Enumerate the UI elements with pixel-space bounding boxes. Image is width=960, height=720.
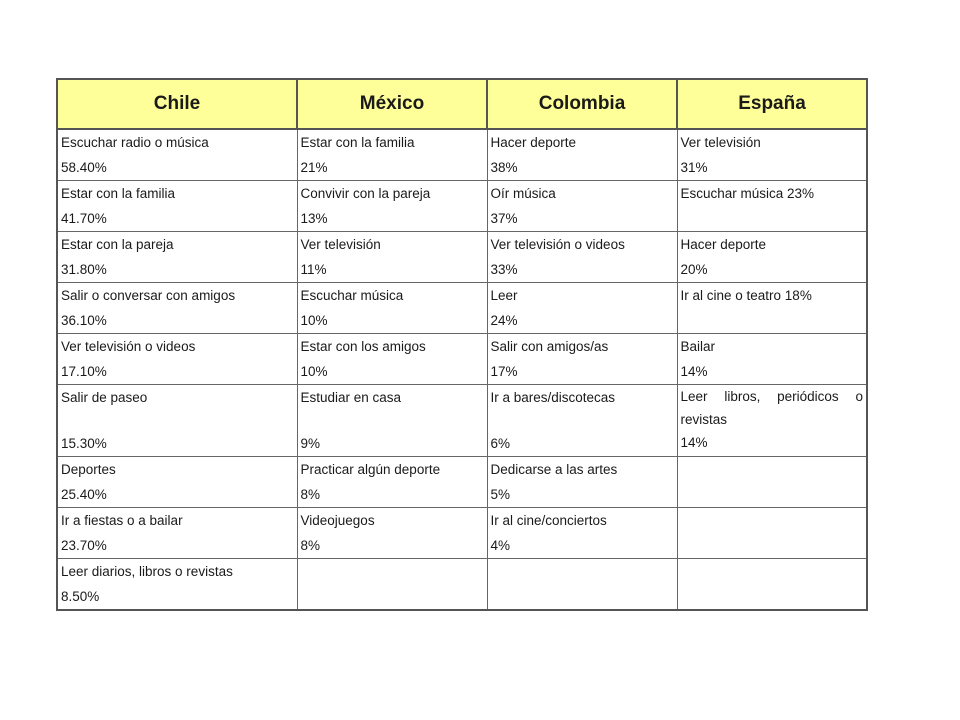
activity-text: Salir con amigos/as	[490, 339, 609, 354]
activity-text: Leer libros, periódicos o revistas	[680, 389, 863, 427]
percent-text: 5%	[490, 487, 511, 502]
leisure-activities-table-container	[56, 78, 866, 611]
percent-text: 24%	[490, 313, 518, 328]
cell-chile	[57, 508, 297, 559]
activity-text: Ir a bares/discotecas	[490, 390, 616, 405]
cell-chile	[57, 559, 297, 611]
activity-text: Ir al cine o teatro 18%	[680, 288, 812, 303]
activity-text: Estar con los amigos	[300, 339, 426, 354]
activity-text: Dedicarse a las artes	[490, 462, 618, 477]
percent-text: 20%	[680, 262, 708, 277]
percent-text: 11%	[300, 262, 327, 277]
percent-text: 31.80%	[61, 262, 107, 277]
percent-text: 8.50%	[61, 589, 100, 604]
table-row	[57, 283, 867, 334]
cell-espana	[677, 559, 867, 611]
cell-espana	[677, 232, 867, 283]
cell-espana	[677, 457, 867, 508]
cell-espana	[677, 334, 867, 385]
cell-chile	[57, 232, 297, 283]
percent-text: 13%	[300, 211, 328, 226]
percent-text: 25.40%	[61, 487, 107, 502]
activity-text: Ver televisión o videos	[490, 237, 625, 252]
cell-espana	[677, 508, 867, 559]
cell-chile	[57, 385, 297, 457]
activity-text: Estar con la familia	[300, 135, 415, 150]
cell-mexico	[297, 232, 487, 283]
cell-mexico	[297, 385, 487, 457]
activity-text: Leer	[490, 288, 518, 303]
percent-text: 21%	[300, 160, 328, 175]
table-row	[57, 129, 867, 181]
activity-text: Estar con la pareja	[61, 237, 174, 252]
cell-colombia	[487, 232, 677, 283]
activity-text: Estar con la familia	[61, 186, 176, 201]
activity-text: Oír música	[490, 186, 556, 201]
percent-text: 37%	[490, 211, 518, 226]
percent-text: 10%	[300, 364, 328, 379]
table-row	[57, 232, 867, 283]
cell-colombia	[487, 181, 677, 232]
table-row	[57, 508, 867, 559]
header-espana: España	[677, 79, 867, 129]
activity-text: Hacer deporte	[490, 135, 577, 150]
percent-text: 41.70%	[61, 211, 107, 226]
percent-text: 58.40%	[61, 160, 107, 175]
cell-mexico	[297, 181, 487, 232]
cell-spacer	[301, 410, 484, 431]
header-row	[57, 79, 867, 129]
cell-mexico	[297, 457, 487, 508]
cell-espana	[677, 283, 867, 334]
activity-text: Practicar algún deporte	[300, 462, 441, 477]
activity-text: Convivir con la pareja	[300, 186, 431, 201]
cell-colombia	[487, 559, 677, 611]
cell-chile	[57, 283, 297, 334]
header-colombia: Colombia	[487, 79, 677, 129]
percent-text: 33%	[490, 262, 518, 277]
activity-text: Ir a fiestas o a bailar	[61, 513, 183, 528]
activity-text: Escuchar música	[300, 288, 404, 303]
percent-text: 38%	[490, 160, 518, 175]
activity-text: Leer diarios, libros o revistas	[61, 564, 233, 579]
cell-colombia	[487, 334, 677, 385]
activity-text: Escuchar radio o música	[61, 135, 209, 150]
cell-colombia	[487, 457, 677, 508]
cell-colombia	[487, 508, 677, 559]
activity-text: Salir o conversar con amigos	[61, 288, 236, 303]
percent-text: 36.10%	[61, 313, 107, 328]
percent-text: 15.30%	[61, 436, 107, 451]
percent-text: 9%	[300, 436, 321, 451]
cell-mexico	[297, 129, 487, 181]
leisure-activities-table	[56, 78, 868, 611]
percent-text: 8%	[300, 538, 321, 553]
percent-text: 10%	[300, 313, 328, 328]
percent-text: 17.10%	[61, 364, 107, 379]
table-row	[57, 181, 867, 232]
cell-espana	[677, 129, 867, 181]
activity-text: Ver televisión	[300, 237, 381, 252]
percent-text: 4%	[490, 538, 511, 553]
activity-text: Escuchar música 23%	[680, 186, 815, 201]
percent-text: 14%	[680, 364, 708, 379]
cell-chile	[57, 457, 297, 508]
cell-colombia	[487, 385, 677, 457]
cell-mexico	[297, 508, 487, 559]
activity-text: Ver televisión	[680, 135, 761, 150]
cell-espana	[677, 385, 867, 457]
table-row	[57, 334, 867, 385]
activity-text: Bailar	[680, 339, 716, 354]
header-mexico: México	[297, 79, 487, 129]
cell-colombia	[487, 129, 677, 181]
percent-text: 6%	[490, 436, 511, 451]
percent-text: 8%	[300, 487, 321, 502]
percent-text: 17%	[490, 364, 518, 379]
header-chile: Chile	[57, 79, 297, 129]
cell-chile	[57, 129, 297, 181]
cell-mexico	[297, 559, 487, 611]
table-row	[57, 457, 867, 508]
activity-text: Videojuegos	[300, 513, 375, 528]
activity-text: Salir de paseo	[61, 390, 148, 405]
cell-spacer	[61, 410, 294, 431]
percent-text: 14%	[680, 435, 708, 450]
cell-spacer	[491, 410, 674, 431]
activity-text: Ir al cine/conciertos	[490, 513, 607, 528]
cell-colombia	[487, 283, 677, 334]
cell-espana	[677, 181, 867, 232]
cell-mexico	[297, 283, 487, 334]
percent-text: 31%	[680, 160, 708, 175]
activity-text: Estudiar en casa	[300, 390, 402, 405]
percent-text: 23.70%	[61, 538, 107, 553]
activity-text: Deportes	[61, 462, 116, 477]
table-row	[57, 385, 867, 457]
cell-mexico	[297, 334, 487, 385]
table-row	[57, 559, 867, 611]
activity-text: Hacer deporte	[680, 237, 767, 252]
cell-chile	[57, 334, 297, 385]
cell-chile	[57, 181, 297, 232]
activity-text: Ver televisión o videos	[61, 339, 196, 354]
